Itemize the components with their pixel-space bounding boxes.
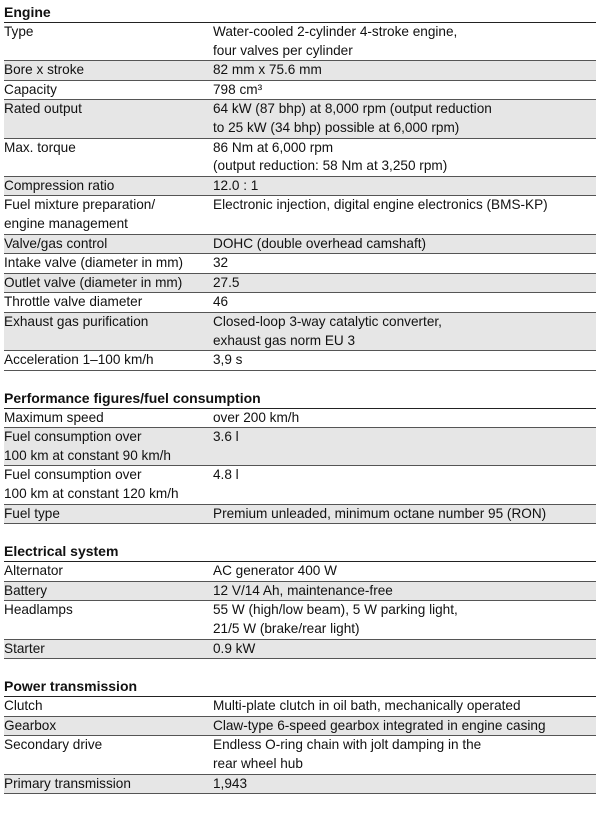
spec-value: 798 cm³ <box>213 81 263 97</box>
section-gap <box>4 371 596 388</box>
spec-label: Intake valve (diameter in mm) <box>4 255 184 271</box>
spec-value: 55 W (high/low beam), 5 W parking light, 21/5 W (brake/rear light) <box>213 602 458 637</box>
spec-row <box>4 177 596 197</box>
spec-row <box>4 313 596 351</box>
section-title: Power transmission <box>4 676 596 697</box>
spec-label: Fuel type <box>4 505 60 521</box>
spec-label: Alternator <box>4 563 63 579</box>
spec-value: AC generator 400 W <box>213 563 337 579</box>
spec-section <box>4 388 596 525</box>
spec-label: Fuel consumption over 100 km at constant 120 km/h <box>4 467 179 502</box>
spec-section <box>4 541 596 659</box>
spec-row <box>4 775 596 795</box>
spec-value: Claw-type 6-speed gearbox integrated in engine casing <box>213 717 546 733</box>
spec-row <box>4 81 596 101</box>
spec-row <box>4 100 596 138</box>
spec-label: Type <box>4 24 34 39</box>
spec-label: Acceleration 1–100 km/h <box>4 352 154 368</box>
spec-label: Capacity <box>4 81 57 97</box>
section-gap <box>4 524 596 541</box>
spec-label: Fuel consumption over 100 km at constant 90 km/h <box>4 429 171 463</box>
spec-label: Headlamps <box>4 602 73 618</box>
spec-row <box>4 254 596 274</box>
spec-value: DOHC (double overhead camshaft) <box>213 235 427 251</box>
spec-value: Water-cooled 2-cylinder 4-stroke engine, four valves per cylinder <box>213 24 458 58</box>
spec-label: Rated output <box>4 101 82 117</box>
spec-label: Starter <box>4 640 45 656</box>
spec-value: 4.8 l <box>213 467 239 483</box>
section-gap <box>4 659 596 676</box>
spec-row <box>4 697 596 717</box>
spec-value: 3.6 l <box>213 429 239 445</box>
spec-row <box>4 196 596 234</box>
spec-section <box>4 2 596 371</box>
spec-label: Outlet valve (diameter in mm) <box>4 274 183 290</box>
spec-label: Exhaust gas purification <box>4 313 149 329</box>
spec-value: Electronic injection, digital engine electronics (BMS-KP) <box>213 197 548 213</box>
spec-label: Throttle valve diameter <box>4 294 143 310</box>
spec-row <box>4 466 596 504</box>
spec-value: 46 <box>213 294 229 310</box>
spec-label: Primary transmission <box>4 775 131 791</box>
spec-row <box>4 736 596 774</box>
spec-value: Multi-plate clutch in oil bath, mechanically operated <box>213 698 521 714</box>
section-title: Engine <box>4 2 596 23</box>
spec-label: Clutch <box>4 698 43 714</box>
spec-row <box>4 562 596 582</box>
spec-value: Endless O-ring chain with jolt damping in the rear wheel hub <box>213 737 482 771</box>
spec-value: over 200 km/h <box>213 409 300 425</box>
spec-section <box>4 676 596 794</box>
spec-value: 0.9 kW <box>213 640 256 656</box>
section-title: Performance figures/fuel consumption <box>4 388 596 409</box>
spec-value: 12 V/14 Ah, maintenance-free <box>213 582 393 598</box>
spec-row <box>4 235 596 255</box>
spec-value: 86 Nm at 6,000 rpm (output reduction: 58 Nm at 3,250 rpm) <box>213 139 448 174</box>
spec-row <box>4 428 596 466</box>
spec-row <box>4 293 596 313</box>
spec-row <box>4 23 596 61</box>
spec-label: Valve/gas control <box>4 235 108 251</box>
spec-value: 32 <box>213 255 229 271</box>
spec-row <box>4 582 596 602</box>
spec-row <box>4 139 596 177</box>
spec-label: Bore x stroke <box>4 62 85 78</box>
spec-value: 3,9 s <box>213 352 243 368</box>
spec-value: 27.5 <box>213 274 240 290</box>
spec-sheet <box>4 0 596 794</box>
spec-value: 64 kW (87 bhp) at 8,000 rpm (output reduction to 25 kW (34 bhp) possible at 6,000 rpm) <box>213 101 492 135</box>
spec-row <box>4 717 596 737</box>
spec-row <box>4 409 596 429</box>
spec-value: 82 mm x 75.6 mm <box>213 62 322 78</box>
spec-value: Closed-loop 3-way catalytic converter, exhaust gas norm EU 3 <box>213 313 442 348</box>
spec-row <box>4 61 596 81</box>
spec-value: Premium unleaded, minimum octane number 95 (RON) <box>213 505 547 521</box>
spec-label: Compression ratio <box>4 177 115 193</box>
spec-row <box>4 274 596 294</box>
spec-row <box>4 505 596 525</box>
spec-label: Fuel mixture preparation/ engine management <box>4 197 156 231</box>
spec-label: Gearbox <box>4 717 57 733</box>
spec-value: 12.0 : 1 <box>213 177 259 193</box>
spec-label: Secondary drive <box>4 737 103 753</box>
spec-label: Battery <box>4 582 48 598</box>
section-title: Electrical system <box>4 541 596 562</box>
spec-row <box>4 351 596 371</box>
spec-row <box>4 601 596 639</box>
spec-label: Max. torque <box>4 139 76 155</box>
spec-label: Maximum speed <box>4 409 104 425</box>
spec-row <box>4 640 596 660</box>
spec-value: 1,943 <box>213 775 248 791</box>
